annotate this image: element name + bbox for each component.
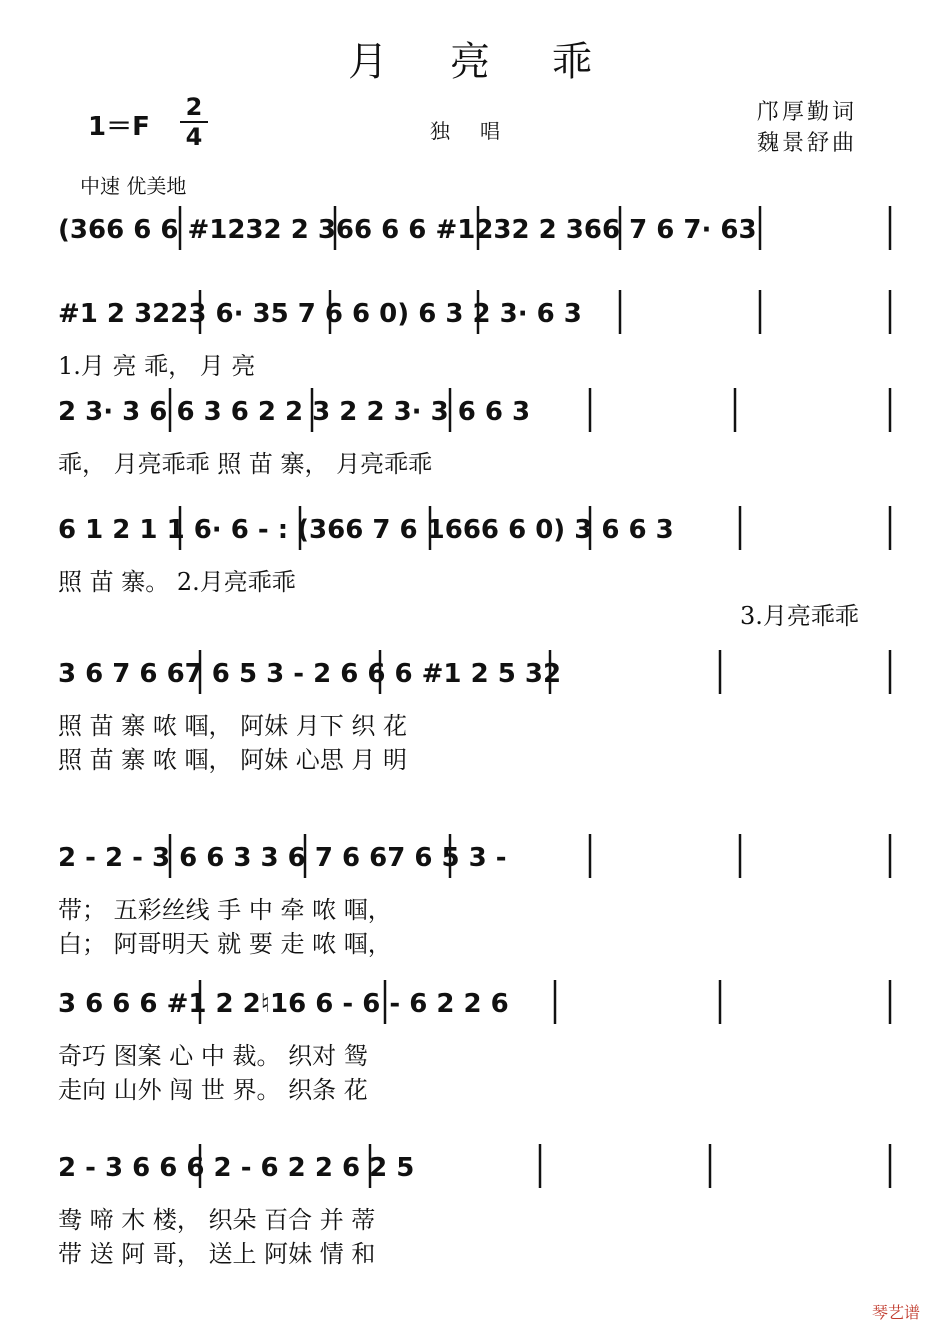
tempo-marking: 中速 优美地 [80,174,187,198]
lyric-line: 照 苗 寨。 2.月亮乖乖 [58,568,296,596]
lyric-line: 乖， 月亮乖乖 照 苗 寨， 月亮乖乖 [58,450,433,478]
notation-line: (366 6 6 #1232 2 366 6 6 #1232 2 366 7 6 7· 63 [58,215,757,245]
lyric-line: 白； 阿哥明天 就 要 走 哝 啯， [58,930,392,958]
notation-line: 2 - 3 6 6 6 2 - 6 2 2 6 2 5 [58,1153,415,1183]
notation-line: 2 3· 3 6 6 3 6 2 2 3 2 2 3· 3 6 6 3 [58,397,531,427]
score-row [58,206,890,250]
notation-line: 6 1 2 1 1 6· 6 - : (366 7 6 1666 6 0) 3 6 6 3 [58,515,674,545]
lyric-line: 1.月 亮 乖， 月 亮 [58,352,256,380]
score-row [58,506,890,630]
lyric-line: 3.月亮乖乖 [740,602,859,630]
lyric-line: 照 苗 寨 哝 啯， 阿妹 月下 织 花 [58,712,408,740]
time-signature-top: 2 [185,93,203,121]
score-row [58,834,890,958]
score-row [58,290,890,380]
score-row [58,388,890,478]
song-title: 月亮乖 [348,39,654,85]
watermark-logo: 琴艺谱 [871,1303,920,1322]
time-signature-bottom: 4 [185,123,203,151]
lyric-line: 走向 山外 闯 世 界。 织条 花 [58,1076,368,1104]
performance-type: 独唱 [430,119,530,143]
key-signature: 1＝F [88,112,150,142]
notation-line: #1 2 3223 6· 35 7 6 6 0) 6 3 2 3· 6 3 [58,299,582,329]
score-row [58,1144,890,1268]
lyric-line: 带； 五彩丝线 手 中 牵 哝 啯， [58,896,392,924]
lyric-line: 奇巧 图案 心 中 裁。 织对 鸳 [58,1042,368,1070]
score-row [58,650,890,774]
notation-line: 3 6 7 6 67 6 5 3 - 2 6 6 6 #1 2 5 32 [58,659,562,689]
notation-line: 3 6 6 6 #1 2 2♮16 6 - 6 - 6 2 2 6 [58,989,509,1019]
lyricist-credit: 邝厚勤词 [757,100,858,125]
lyric-line: 鸯 啼 木 楼， 织朵 百合 并 蒂 [58,1206,376,1234]
notation-line: 2 - 2 - 3 6 6 3 3 6 7 6 67 6 5 3 - [58,843,507,873]
lyric-line: 带 送 阿 哥， 送上 阿妹 情 和 [58,1240,376,1268]
lyric-line: 照 苗 寨 哝 啯， 阿妹 心思 月 明 [58,746,408,774]
score-row [58,980,890,1104]
composer-credit: 魏景舒曲 [757,131,858,156]
